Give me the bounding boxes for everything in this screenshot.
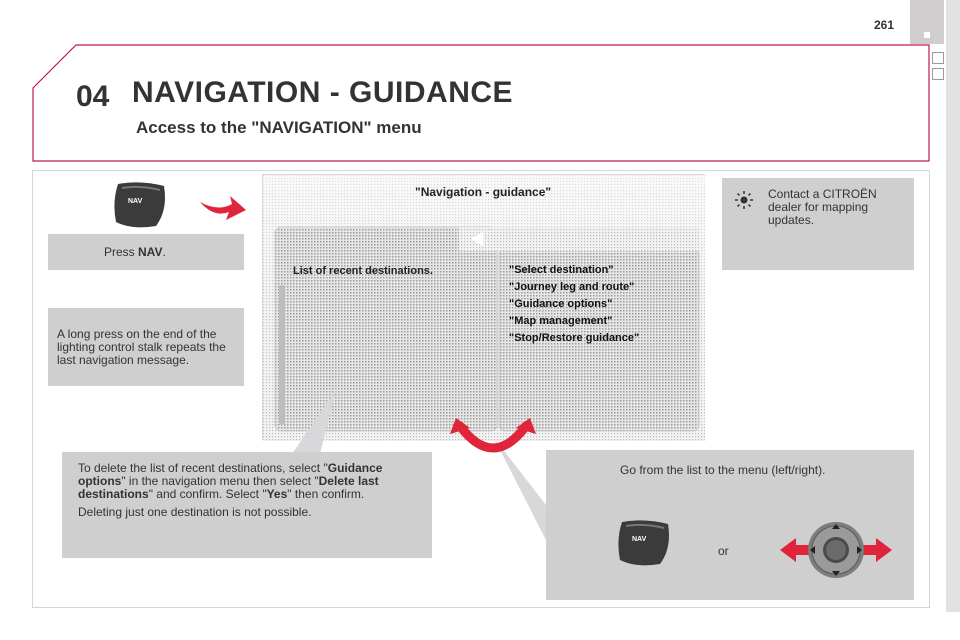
menu-item-map-management[interactable]: "Map management" [509, 315, 613, 327]
go-to-menu-text: Go from the list to the menu (left/right). [620, 463, 826, 477]
navigation-menu [509, 264, 639, 349]
corner-tab [910, 0, 944, 44]
menu-item-guidance-options[interactable]: "Guidance options" [509, 298, 613, 310]
sun-icon [734, 190, 754, 210]
menu-item-journey-leg[interactable]: "Journey leg and route" [509, 281, 635, 293]
page-number: 261 [874, 18, 895, 32]
back-triangle-icon[interactable] [469, 231, 485, 247]
right-rail [946, 0, 960, 612]
nav-key-icon-bottom [616, 518, 672, 568]
long-press-box [48, 308, 244, 386]
screen-title: "Navigation - guidance" [415, 185, 552, 199]
long-press-text: A long press on the end of the lighting control stalk repeats the last navigation message. [57, 327, 226, 367]
curved-double-arrow-icon [450, 418, 536, 462]
press-nav-text: Press NAV. [104, 245, 166, 259]
page-title: NAVIGATION - GUIDANCE [132, 76, 514, 109]
delete-note: Deleting just one destination is not possible. [78, 505, 312, 519]
callout-pointer-left [290, 390, 340, 456]
page-subtitle: Access to the "NAVIGATION" menu [136, 118, 422, 137]
margin-checkbox-1 [932, 52, 944, 64]
tip-box [722, 178, 914, 270]
menu-item-stop-restore[interactable]: "Stop/Restore guidance" [509, 332, 640, 344]
delete-instructions-box [62, 452, 432, 558]
menu-item-select-destination[interactable]: "Select destination" [509, 264, 614, 276]
nav-key-label-bottom: NAV [632, 536, 647, 543]
red-arrow-icon [198, 190, 248, 224]
nav-key-label: NAV [128, 198, 143, 205]
rotary-knob-icon [778, 518, 894, 582]
chapter-number: 04 [76, 80, 110, 113]
press-nav-box [48, 234, 244, 270]
tip-text: Contact a CITROËN dealer for mapping updates. [768, 187, 877, 227]
nav-key-icon [112, 180, 168, 230]
or-text: or [718, 544, 729, 558]
delete-text: To delete the list of recent destinations, select "Guidance options" in the navigation menu then select "Delete last destinations" and confirm. Select "Yes" then confirm. [78, 461, 383, 501]
chapter-header [32, 44, 930, 162]
recent-destinations-label[interactable]: List of recent destinations. [293, 265, 433, 277]
margin-checkbox-2 [932, 68, 944, 80]
